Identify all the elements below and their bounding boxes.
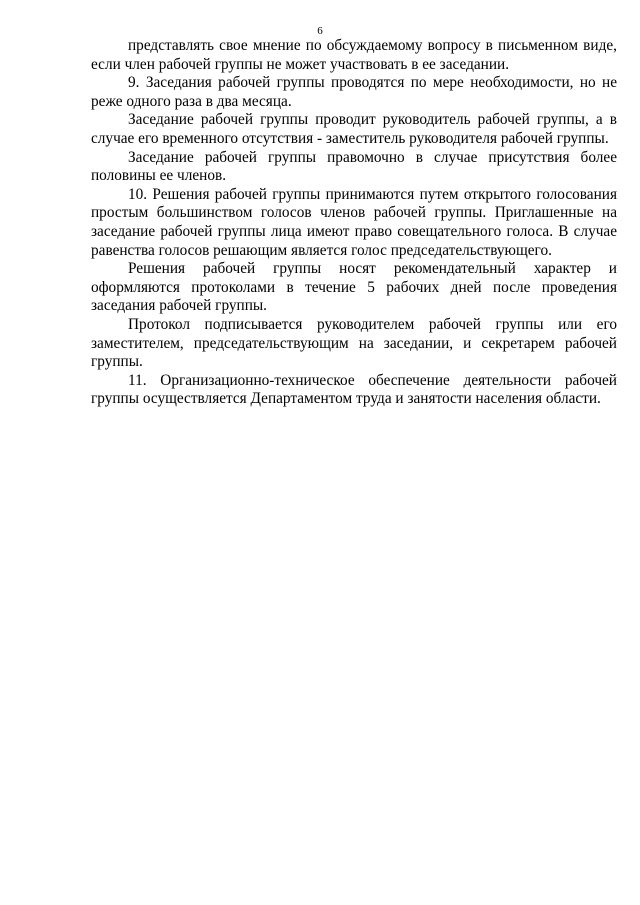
paragraph-line: Заседание рабочей группы проводит руководитель рабочей группы, а в: [128, 111, 617, 129]
paragraph-line: простым большинством голосов членов рабочей группы. Приглашенные на: [91, 204, 617, 222]
paragraph-line: 10. Решения рабочей группы принимаются путем открытого голосования: [128, 185, 617, 203]
paragraph: [91, 186, 617, 260]
paragraph-line: представлять свое мнение по обсуждаемому вопросу в письменном виде,: [128, 37, 617, 54]
paragraph-line: равенства голосов решающим является голос председательствующего.: [91, 241, 552, 259]
paragraph-line: группы осуществляется Департаментом труда и занятости населения области.: [91, 390, 601, 408]
paragraph-line: заместителем, председательствующим на заседании, и секретарем рабочей: [91, 334, 617, 352]
paragraph-line: Заседание рабочей группы правомочно в случае присутствия более: [128, 148, 617, 166]
paragraph: [91, 37, 617, 74]
paragraph: [91, 111, 617, 148]
paragraph-line: половины ее членов.: [91, 167, 227, 185]
paragraph-line: если член рабочей группы не может участвовать в ее заседании.: [91, 55, 510, 73]
paragraph-line: группы.: [91, 353, 143, 371]
document-body: [91, 37, 617, 409]
paragraph-line: Протокол подписывается руководителем рабочей группы или его: [128, 315, 617, 333]
paragraph-line: заседание рабочей группы лица имеют право совещательного голоса. В случае: [91, 222, 617, 240]
paragraph: [91, 316, 617, 372]
paragraph: [91, 260, 617, 316]
paragraph-line: 9. Заседания рабочей группы проводятся по мере необходимости, но не: [128, 74, 617, 92]
paragraph: [91, 149, 617, 186]
page-number: 6: [317, 25, 323, 37]
paragraph: [91, 372, 617, 409]
paragraph-line: Решения рабочей группы носят рекомендательный характер и: [128, 260, 617, 278]
paragraph-line: заседания рабочей группы.: [91, 297, 268, 315]
paragraph-line: оформляются протоколами в течение 5 рабочих дней после проведения: [91, 278, 617, 296]
paragraph-line: 11. Организационно-техническое обеспечение деятельности рабочей: [128, 371, 617, 389]
paragraph-line: случае его временного отсутствия - заместитель руководителя рабочей группы.: [91, 129, 609, 147]
paragraph: [91, 74, 617, 111]
paragraph-line: реже одного раза в два месяца.: [91, 92, 292, 110]
